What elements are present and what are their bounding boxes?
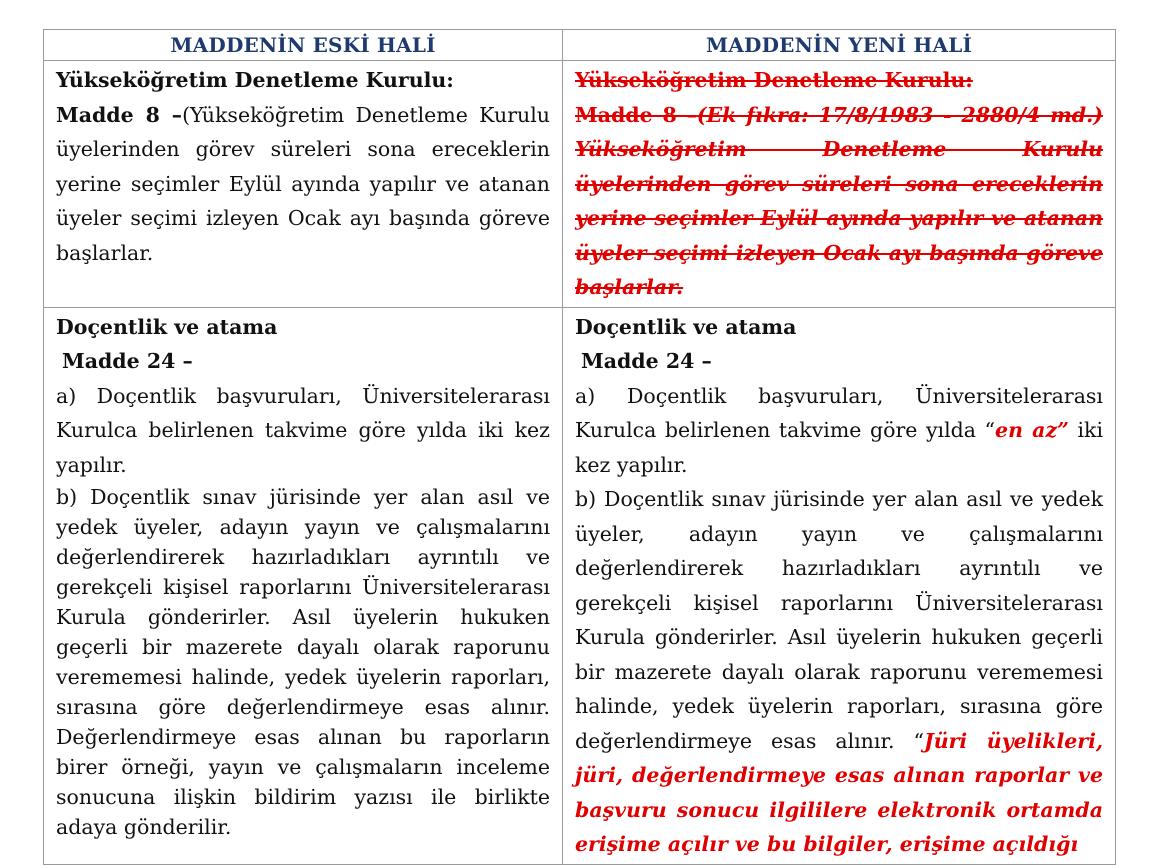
article-24-old-title: Doçentlik ve atama — [56, 314, 278, 339]
article-8-old-text: (Yükseköğretim Denetleme Kurulu üyelerinden görev süreleri sona ereceklerin yerine seçimler Eylül ayında yapılır ve atanan üyeler seçimi izleyen Ocak ayı başında göreve başlarlar. — [56, 102, 550, 265]
article-24-row — [44, 307, 1116, 864]
article-24-old-label: Madde 24 – — [62, 349, 193, 373]
article-8-old-cell — [44, 61, 563, 308]
article-24-new-para-a-post: iki kez yapılır. — [575, 418, 1104, 477]
article-8-old-body — [56, 98, 550, 271]
article-24-new-title: Doçentlik ve atama — [575, 314, 797, 339]
article-24-new-para-a-added: en az” — [995, 418, 1069, 442]
article-24-new-para-b-pre: b) Doçentlik sınav jürisinde yer alan asıl ve yedek üyeler, adayın yayın ve çalışmalarını değerlendirerek hazırladıkları ayrıntılı ve gerekçeli kişisel raporlarını Üniversitelerarası Kurula gönderirler. Asıl üyelerin hukuken geçerli bir mazerete dayalı olarak raporunu verememesi halinde, yedek üyelerin raporları, sırasına göre değerlendirmeye esas alınır. “ — [575, 487, 1103, 753]
article-24-old-cell — [44, 307, 563, 864]
article-24-new-para-b-added: Jüri üyelikleri, jüri, değerlendirmeye esas alınan raporlar ve başvuru sonucu ilgililere elektronik ortamda erişime açılır ve bu bilgiler, erişime açıldığı — [575, 728, 1104, 856]
new-version-header: MADDENİN YENİ HALİ — [563, 30, 1116, 61]
article-8-new-text: Yükseköğretim Denetleme Kurulu üyelerinden görev süreleri sona ereceklerin yerine seçimler Eylül ayında yapılır ve atanan üyeler seçimi izleyen Ocak ayı başında göreve başlarlar. — [575, 137, 1103, 299]
article-24-new-para-b — [575, 482, 1103, 862]
article-24-new-para-a-pre: a) Doçentlik başvuruları, Üniversitelerarası Kurulca belirlenen takvime göre yılda “ — [575, 383, 1103, 442]
header-row — [44, 30, 1116, 61]
article-8-new-title: Yükseköğretim Denetleme Kurulu: — [575, 68, 973, 92]
article-8-old-label: Madde 8 – — [56, 102, 183, 127]
article-8-new-body — [575, 98, 1103, 305]
article-8-old-title: Yükseköğretim Denetleme Kurulu: — [56, 68, 454, 92]
old-version-header: MADDENİN ESKİ HALİ — [44, 30, 563, 61]
article-8-new-note: (Ek fıkra: 17/8/1983 - 2880/4 md.) — [696, 102, 1103, 127]
article-24-new-para-a — [575, 379, 1103, 483]
article-24-old-para-b: b) Doçentlik sınav jürisinde yer alan asıl ve yedek üyeler, adayın yayın ve çalışmalarını değerlendirerek hazırladıkları ayrıntılı ve gerekçeli kişisel raporlarını Üniversitelerarası Kurula gönderirler. Asıl üyelerin hukuken geçerli bir mazerete dayalı olarak raporunu verememesi halinde, yedek üyelerin raporları, sırasına göre değerlendirmeye esas alınır. Değerlendirmeye esas alınan bu raporların birer örneği, yayın ve çalışmaların inceleme sonucuna ilişkin bildirim yazısı ile birlikte adaya gönderilir. — [56, 485, 550, 839]
article-8-new-label: Madde 8 – — [575, 102, 697, 127]
article-24-old-para-a: a) Doçentlik başvuruları, Üniversitelerarası Kurulca belirlenen takvime göre yılda iki kez yapılır. — [56, 383, 550, 477]
article-24-new-label: Madde 24 – — [581, 349, 712, 373]
comparison-table — [43, 29, 1116, 865]
article-24-new-cell — [563, 307, 1116, 864]
article-8-row — [44, 61, 1116, 308]
article-8-new-cell — [563, 61, 1116, 308]
